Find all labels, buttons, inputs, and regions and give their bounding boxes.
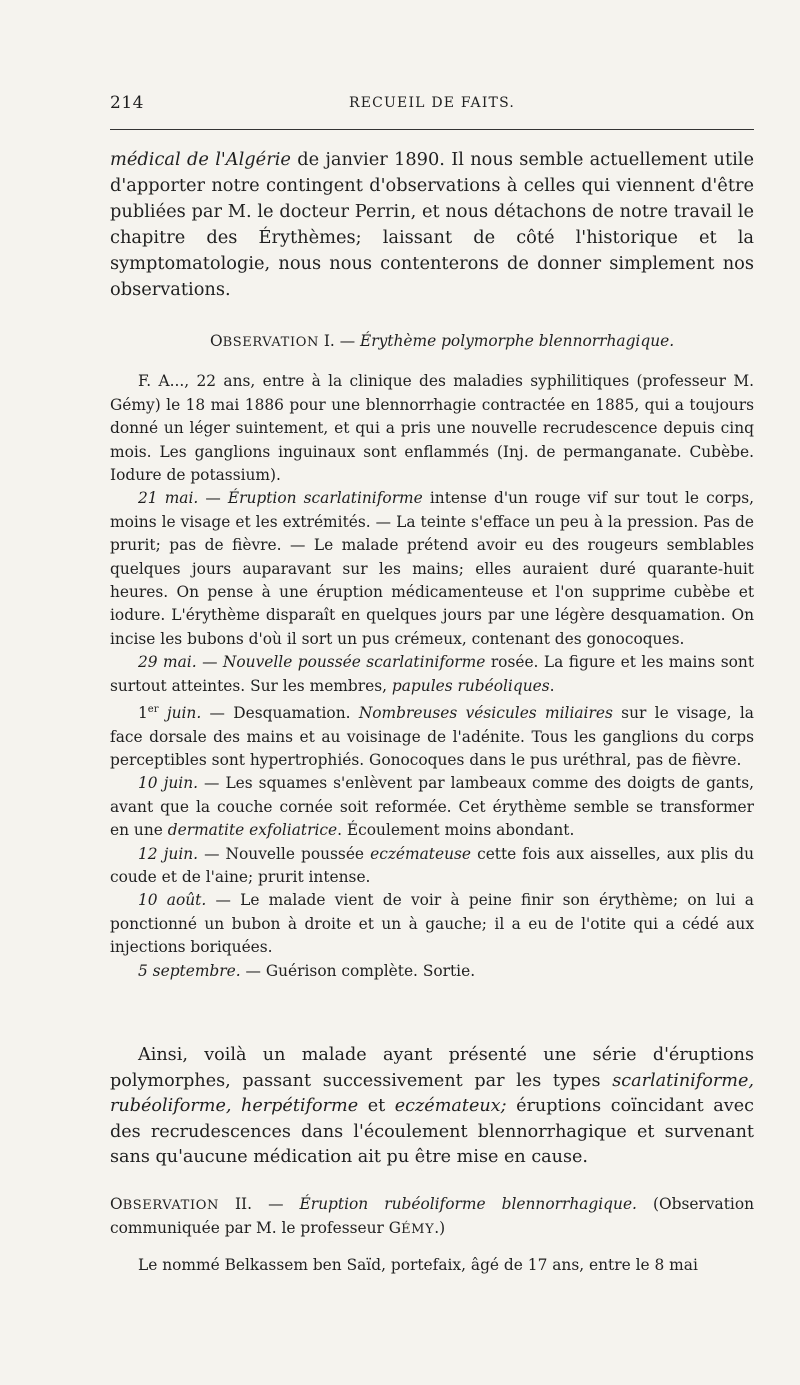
observation-1-heading: OBSERVATION I. — Érythème polymorphe blennorrhagique.: [210, 332, 675, 350]
observation-1-case: F. A..., 22 ans, entre à la clinique des maladies syphilitiques (professeur M. Gémy) le 18 mai 1886 pour une blennorrhagie contractée en 1885, qui a toujours donné un léger suintement, et qui a pris une nouvelle recrudescence depuis cinq mois. Les ganglions inguinaux sont enflammés (Inj. de permanganate. Cubèbe. Iodure de potassium).: [110, 372, 754, 485]
observation-2-heading: OBSERVATION II. — Éruption rubéoliforme blennorrhagique. (Observation communiquée par M. le professeur GÉMY.): [110, 1195, 754, 1238]
conclusion-paragraph: Ainsi, voilà un malade ayant présenté une série d'éruptions polymorphes, passant successivement par les types scarlatiniforme, rubéoliforme, herpétiforme et eczémateux; éruptions coïncidant avec des recrudescences dans l'écoulement blennorrhagique et survenant sans qu'aucune médication ait pu être mise en cause.: [110, 1045, 754, 1167]
entry-12-juin: 12 juin. — Nouvelle poussée eczémateuse cette fois aux aisselles, aux plis du coude et de l'aine; prurit intense.: [110, 844, 754, 887]
entry-10-juin: 10 juin. — Les squames s'enlèvent par lambeaux comme des doigts de gants, avant que la couche cornée soit reformée. Cet érythème semble se transformer en une dermatite exfoliatrice. Écoulement moins abondant.: [110, 774, 754, 840]
entry-10-aout: 10 août. — Le malade vient de voir à peine finir son érythème; on lui a ponctionné un bubon à droite et un à gauche; il a eu de l'otite qui a cédé aux injections boriquées.: [110, 891, 754, 957]
entry-21-mai: 21 mai. — Éruption scarlatiniforme intense d'un rouge vif sur tout le corps, moins le visage et les extrémités. — La teinte s'efface un peu à la pression. Pas de prurit; pas de fièvre. — Le malade prétend avoir eu des rougeurs semblables quelques jours auparavant sur les mains; elles auraient duré quarante-huit heures. On pense à une éruption médicamenteuse et l'on supprime cubèbe et iodure. L'érythème disparaît en quelques jours par une légère desquamation. On incise les bubons d'où il sort un pus crémeux, contenant des gonocoques.: [110, 489, 754, 648]
page-number: 214: [110, 93, 144, 113]
observation-2-case: Le nommé Belkassem ben Saïd, portefaix, âgé de 17 ans, entre le 8 mai: [138, 1255, 698, 1274]
intro-paragraph: [110, 147, 754, 303]
observation-2-title: Éruption rubéoliforme blennorrhagique.: [299, 1195, 637, 1213]
page-header: [110, 93, 754, 117]
observation-2: [110, 1193, 754, 1277]
entry-29-mai: 29 mai. — Nouvelle poussée scarlatiniforme rosée. La figure et les mains sont surtout atteintes. Sur les membres, papules rubéoliques.: [110, 653, 755, 695]
entry-5-septembre: 5 septembre. — Guérison complète. Sortie.: [138, 961, 476, 980]
intro-text: de janvier 1890. Il nous semble actuellement utile d'apporter notre contingent d'observations à celles qui viennent d'être publiées par M. le docteur Perrin, et nous détachons de notre travail le chapitre des Érythèmes; laissant de côté l'historique et la symptomatologie, nous nous contenterons de donner simplement nos observations.: [110, 149, 754, 300]
observation-1: [110, 330, 754, 983]
observation-1-title: Érythème polymorphe blennorrhagique.: [359, 332, 675, 350]
journal-title: médical de l'Algérie: [110, 149, 291, 170]
running-head: RECUEIL DE FAITS.: [348, 95, 516, 111]
header-rule: [110, 129, 754, 130]
entry-1er-juin: 1er juin. — Desquamation. Nombreuses vésicules miliaires sur le visage, la face dorsale des mains et au voisinage de l'adénite. Tous les ganglions du corps perceptibles sont hypertrophiés. Gonocoques dans le pus uréthral, pas de fièvre.: [110, 704, 754, 770]
